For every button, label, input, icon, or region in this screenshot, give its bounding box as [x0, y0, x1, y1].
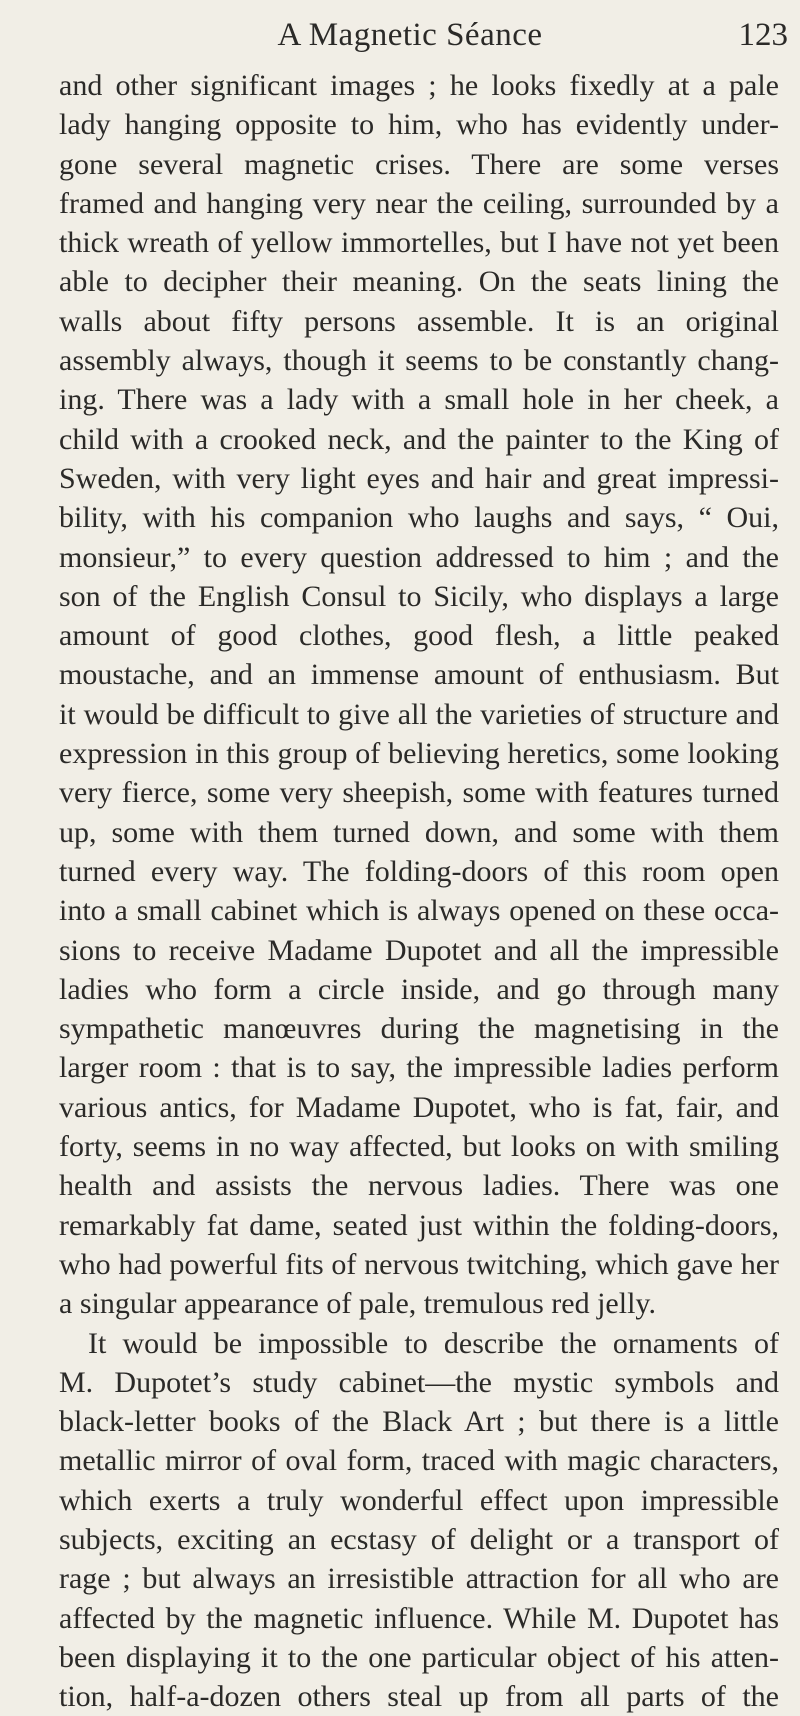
text-line: health and assists the nervous ladies. There was one — [59, 1169, 779, 1203]
text-line: walls about fifty persons assemble. It is an original — [59, 304, 779, 338]
text-line: it would be difficult to give all the varieties of structure and — [59, 697, 779, 731]
text-line: child with a crooked neck, and the painter to the King of — [59, 422, 779, 456]
text-line: able to decipher their meaning. On the seats lining the — [59, 265, 779, 299]
text-line: up, some with them turned down, and some with them — [59, 815, 779, 849]
text-line: assembly always, though it seems to be constantly chang- — [59, 344, 779, 378]
running-title: A Magnetic Séance — [277, 17, 543, 53]
text-line: son of the English Consul to Sicily, who displays a large — [59, 579, 779, 613]
paragraph-start-line: It would be impossible to describe the ornaments of — [88, 1326, 779, 1360]
text-line: various antics, for Madame Dupotet, who is fat, fair, and — [59, 1090, 779, 1124]
text-line: metallic mirror of oval form, traced with magic characters, — [59, 1444, 779, 1478]
text-line: who had powerful fits of nervous twitching, which gave her — [59, 1247, 779, 1281]
running-head — [60, 12, 788, 58]
body-text — [59, 66, 779, 1716]
text-line: ladies who form a circle inside, and go through many — [59, 972, 779, 1006]
text-line: larger room : that is to say, the impressible ladies perform — [59, 1051, 779, 1085]
text-line: bility, with his companion who laughs and says, “ Oui, — [59, 501, 779, 535]
text-line: amount of good clothes, good flesh, a little peaked — [59, 619, 779, 653]
text-line: monsieur,” to every question addressed to him ; and the — [59, 540, 779, 574]
text-line: black-letter books of the Black Art ; but there is a little — [59, 1405, 779, 1439]
text-line: Sweden, with very light eyes and hair and great impressi- — [59, 461, 779, 495]
text-line: framed and hanging very near the ceiling, surrounded by a — [59, 186, 779, 220]
text-line: forty, seems in no way affected, but looks on with smiling — [59, 1130, 779, 1164]
text-line: gone several magnetic crises. There are some verses — [59, 147, 779, 181]
text-line: moustache, and an immense amount of enthusiasm. But — [59, 658, 779, 692]
text-line: ing. There was a lady with a small hole in her cheek, a — [59, 383, 779, 417]
paragraph-end-line: a singular appearance of pale, tremulous red jelly. — [59, 1287, 656, 1321]
text-line: expression in this group of believing heretics, some looking — [59, 737, 779, 771]
text-line: sions to receive Madame Dupotet and all the impressible — [59, 933, 779, 967]
text-line: subjects, exciting an ecstasy of delight or a transport of — [59, 1522, 779, 1556]
text-line: thick wreath of yellow immortelles, but I have not yet been — [59, 226, 779, 260]
text-line: lady hanging opposite to him, who has evidently under- — [59, 108, 779, 142]
text-line: sympathetic manœuvres during the magnetising in the — [59, 1012, 779, 1046]
page-number: 123 — [738, 17, 788, 53]
text-line: tion, half-a-dozen others steal up from all parts of the — [59, 1680, 779, 1714]
text-line: turned every way. The folding-doors of this room open — [59, 854, 779, 888]
text-line: been displaying it to the one particular object of his atten- — [59, 1640, 779, 1674]
text-line: remarkably fat dame, seated just within the folding-doors, — [59, 1208, 779, 1242]
text-line: very fierce, some very sheepish, some with features turned — [59, 776, 779, 810]
text-line: into a small cabinet which is always opened on these occa- — [59, 894, 779, 928]
text-line: affected by the magnetic influence. While M. Dupotet has — [59, 1601, 779, 1635]
text-line: and other significant images ; he looks fixedly at a pale — [59, 69, 779, 102]
text-line: M. Dupotet’s study cabinet—the mystic symbols and — [59, 1365, 779, 1399]
text-line: rage ; but always an irresistible attraction for all who are — [59, 1562, 779, 1596]
text-line: which exerts a truly wonderful effect upon impressible — [59, 1483, 779, 1517]
